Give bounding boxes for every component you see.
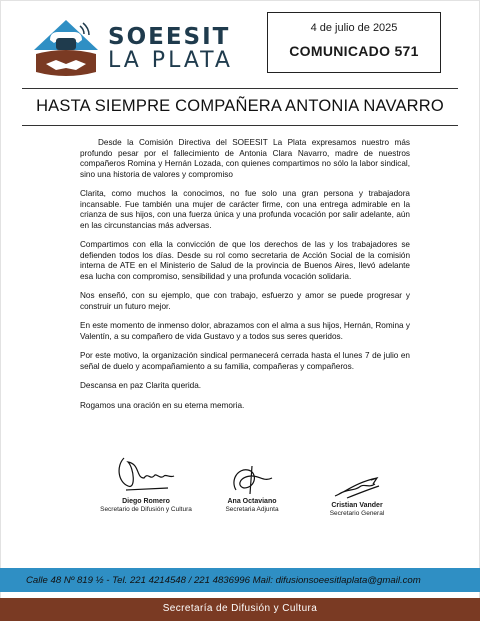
paragraph-8: Rogamos una oración en su eterna memoria. — [80, 400, 245, 410]
handwritten-signature-vander — [327, 474, 387, 500]
paragraph-4: Nos enseñó, con su ejemplo, que con trabajo, esfuerzo y amor se puede progresar y construir un futuro mejor. — [80, 291, 410, 311]
divider-bottom — [22, 125, 458, 126]
paragraph-7: Descansa en paz Clarita querida. — [80, 381, 202, 390]
comunicado-number: COMUNICADO 571 — [289, 43, 419, 59]
comunicado-box — [267, 12, 441, 73]
handwritten-signature-romero — [106, 452, 186, 496]
document-date: 4 de julio de 2025 — [310, 22, 398, 34]
footer-contact-text: Calle 48 Nº 819 ½ - Tel. 221 4214548 / 221 4836996 Mail: difusionsoeesitlaplata@gmail.com — [26, 575, 421, 586]
document-body — [80, 138, 410, 420]
signature-role: Secretario General — [329, 510, 385, 517]
paragraph-5: En este momento de inmenso dolor, abrazamos con el alma a sus hijos, Hernán, Romina y Valentín, a su compañero de vida Gustavo y a todos sus seres queridos. — [80, 321, 410, 341]
paragraph-1: Desde la Comisión Directiva del SOEESIT La Plata expresamos nuestro más profundo pesar por el fallecimiento de Antonia Clara Navarro, madre de nuestros compañeros Romina y Hernán Lozada, con quienes compartimos no sólo la labor sindical, sino una historia de valores y compromiso — [80, 138, 410, 179]
brand-name: SOEESIT — [108, 24, 231, 50]
signature-role: Secretaria Adjunta — [225, 506, 279, 513]
divider-top — [22, 88, 458, 89]
signature-block-vander — [312, 474, 402, 517]
handwritten-signature-octaviano — [222, 462, 282, 496]
soeesit-logo — [30, 16, 102, 84]
brand-location: LA PLATA — [108, 48, 233, 73]
signature-name: Cristian Vander — [331, 502, 383, 509]
signature-block-octaviano — [212, 462, 292, 513]
paragraph-2: Clarita, como muchos la conocimos, no fue solo una gran persona y trabajadora incansable. Fue también una mujer de carácter firme, con una entrega admirable en la crianza de sus hijos, con una fuerza única y una profunda vocación por salir adelante, aún en las circunstancias más adversas. — [80, 189, 410, 230]
signature-role: Secretario de Difusión y Cultura — [100, 506, 192, 513]
signature-name: Ana Octaviano — [227, 498, 277, 505]
signature-block-romero — [90, 452, 202, 513]
document-title: HASTA SIEMPRE COMPAÑERA ANTONIA NAVARRO — [36, 97, 444, 115]
paragraph-6: Por este motivo, la organización sindical permanecerá cerrada hasta el lunes 7 de julio en señal de duelo y acompañamiento a su familia, compañeras y compañeros. — [80, 351, 410, 371]
signature-name: Diego Romero — [122, 498, 170, 505]
footer-department-text: Secretaría de Difusión y Cultura — [162, 603, 318, 614]
paragraph-3: Compartimos con ella la convicción de que los derechos de las y los trabajadores se defienden todos los días. Desde su rol como secretaria de Acción Social de la comisión interna de ATE en el Ministerio de Salud de la provincia de Buenos Aires, llevó adelante esa lucha con compromiso, sensibilidad y una profunda vocación solidaria. — [80, 240, 410, 281]
